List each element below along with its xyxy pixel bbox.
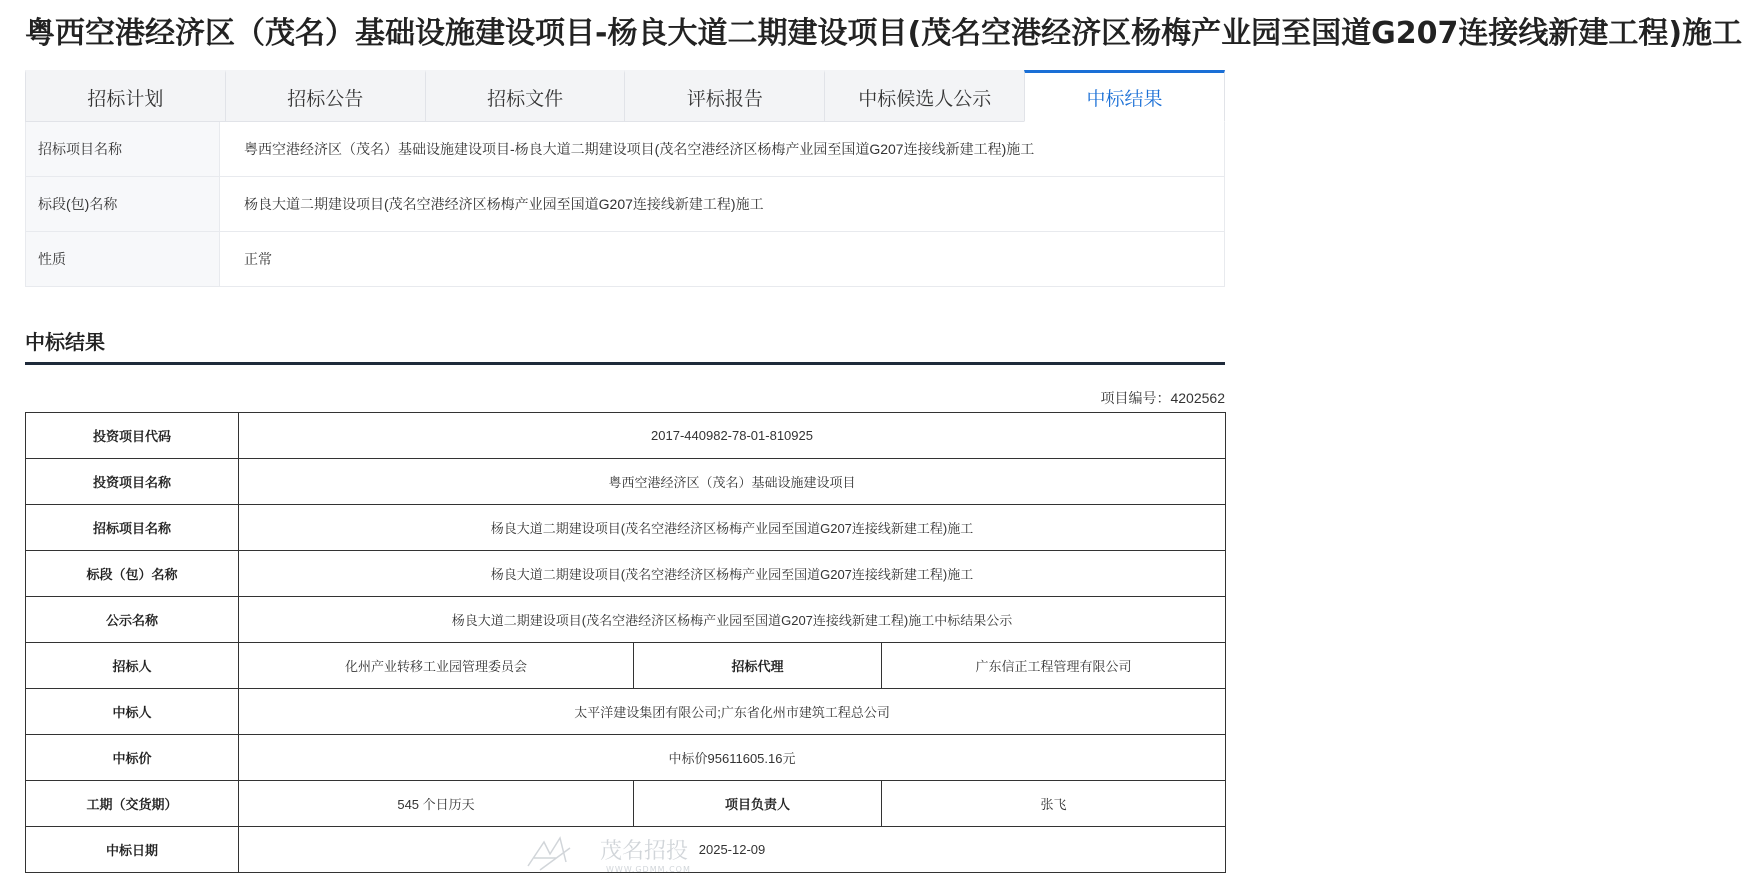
- tab-bidding-plan[interactable]: 招标计划: [25, 70, 225, 122]
- winner-value: 太平洋建设集团有限公司;广东省化州市建筑工程总公司: [239, 689, 1226, 735]
- winner-label: 中标人: [26, 689, 239, 735]
- info-value: 杨良大道二期建设项目(茂名空港经济区杨梅产业园至国道G207连接线新建工程)施工: [220, 177, 1225, 232]
- info-value: 正常: [220, 232, 1225, 287]
- date-value: 2025-12-09: [239, 827, 1226, 873]
- award-result-table: [25, 412, 1226, 873]
- tenderer-label: 招标人: [26, 643, 239, 689]
- tab-bidding-announcement[interactable]: 招标公告: [225, 70, 425, 122]
- manager-label: 项目负责人: [634, 781, 882, 827]
- section-title: 中标结果: [25, 326, 1225, 365]
- tab-candidate-notice[interactable]: 中标候选人公示: [824, 70, 1024, 122]
- price-value: 中标价95611605.16元: [239, 735, 1226, 781]
- watermark-text: 茂名招投: [600, 839, 689, 864]
- info-row: [26, 232, 1225, 287]
- tender-name-label: 招标项目名称: [26, 505, 239, 551]
- section-name-label: 标段（包）名称: [26, 551, 239, 597]
- invest-name-value: 粤西空港经济区（茂名）基础设施建设项目: [239, 459, 1226, 505]
- tab-award-result[interactable]: 中标结果: [1024, 70, 1225, 122]
- watermark-subtext: WWW.GDMM.COM: [606, 865, 691, 874]
- invest-code-value: 2017-440982-78-01-810925: [239, 413, 1226, 459]
- section-name-value: 杨良大道二期建设项目(茂名空港经济区杨梅产业园至国道G207连接线新建工程)施工: [239, 551, 1226, 597]
- date-label: 中标日期: [26, 827, 239, 873]
- table-row: [26, 505, 1226, 551]
- table-row: [26, 551, 1226, 597]
- invest-code-label: 投资项目代码: [26, 413, 239, 459]
- notice-name-value: 杨良大道二期建设项目(茂名空港经济区杨梅产业园至国道G207连接线新建工程)施工中标结果公示: [239, 597, 1226, 643]
- invest-name-label: 投资项目名称: [26, 459, 239, 505]
- manager-value: 张飞: [882, 781, 1226, 827]
- duration-label: 工期（交货期）: [26, 781, 239, 827]
- table-row: [26, 459, 1226, 505]
- project-info-table: [25, 122, 1225, 287]
- tab-bidding-documents[interactable]: 招标文件: [425, 70, 625, 122]
- info-label: 性质: [26, 232, 220, 287]
- project-number: 项目编号：4202562: [1100, 390, 1225, 406]
- agent-value: 广东信正工程管理有限公司: [882, 643, 1226, 689]
- info-row: [26, 122, 1225, 177]
- agent-label: 招标代理: [634, 643, 882, 689]
- table-row: [26, 643, 1226, 689]
- notice-name-label: 公示名称: [26, 597, 239, 643]
- table-row: [26, 827, 1226, 873]
- info-label: 标段(包)名称: [26, 177, 220, 232]
- tenderer-value: 化州产业转移工业园管理委员会: [239, 643, 634, 689]
- info-value: 粤西空港经济区（茂名）基础设施建设项目-杨良大道二期建设项目(茂名空港经济区杨梅产业园至国道G207连接线新建工程)施工: [220, 122, 1225, 177]
- table-row: [26, 597, 1226, 643]
- tab-evaluation-report[interactable]: 评标报告: [624, 70, 824, 122]
- table-row: [26, 781, 1226, 827]
- table-row: [26, 413, 1226, 459]
- page-title: 粤西空港经济区（茂名）基础设施建设项目-杨良大道二期建设项目(茂名空港经济区杨梅产业园至国道G207连接线新建工程)施工: [25, 16, 1742, 51]
- info-row: [26, 177, 1225, 232]
- tender-name-value: 杨良大道二期建设项目(茂名空港经济区杨梅产业园至国道G207连接线新建工程)施工: [239, 505, 1226, 551]
- table-row: [26, 735, 1226, 781]
- info-label: 招标项目名称: [26, 122, 220, 177]
- price-label: 中标价: [26, 735, 239, 781]
- tab-bar: [25, 70, 1225, 122]
- duration-value: 545 个日历天: [239, 781, 634, 827]
- table-row: [26, 689, 1226, 735]
